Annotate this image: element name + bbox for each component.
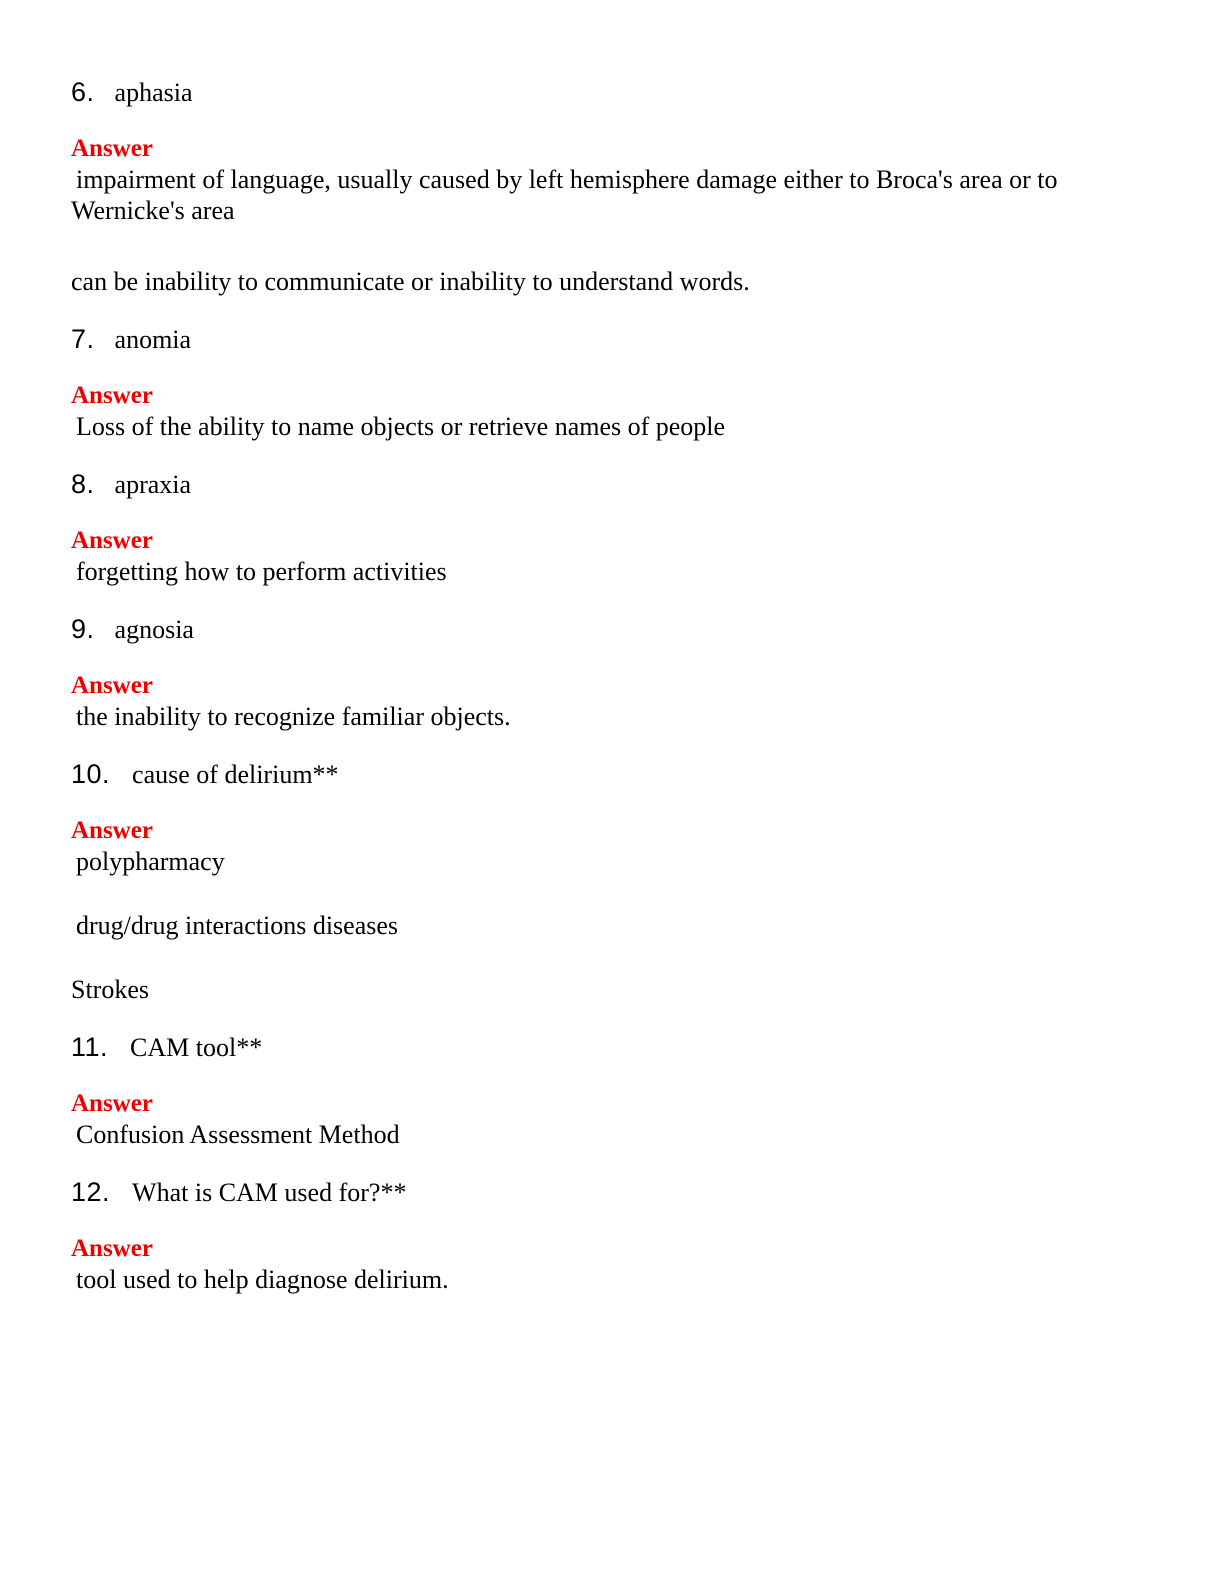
qa-item — [71, 70, 1151, 297]
answer-line: Loss of the ability to name objects or retrieve names of people — [76, 412, 726, 441]
question-term: cause of delirium** — [132, 760, 339, 789]
question-row — [71, 317, 1151, 361]
question-row — [71, 1025, 1151, 1069]
answer-label: Answer — [71, 1235, 153, 1262]
question-row — [71, 752, 1151, 796]
question-term: agnosia — [114, 615, 194, 644]
answer-line: the inability to recognize familiar objects. — [76, 702, 511, 731]
question-number: 6. — [71, 77, 95, 107]
answer-text — [71, 1119, 1151, 1150]
answer-line: Confusion Assessment Method — [76, 1120, 400, 1149]
answer-label: Answer — [71, 135, 153, 162]
answer-line: drug/drug interactions diseases — [76, 911, 399, 940]
answer-label: Answer — [71, 817, 153, 844]
answer-line: impairment of language, usually caused by left hemisphere damage either to Broca's area or to — [76, 165, 1058, 194]
question-term: aphasia — [114, 78, 193, 107]
qa-item — [71, 462, 1151, 587]
question-term: anomia — [114, 325, 192, 354]
qa-item — [71, 1025, 1151, 1150]
answer-line: tool used to help diagnose delirium. — [76, 1265, 449, 1294]
question-term: CAM tool** — [130, 1033, 263, 1062]
question-number: 7. — [71, 324, 95, 354]
answer-line: Wernicke's area — [71, 196, 235, 225]
qa-item — [71, 752, 1151, 1005]
answer-label: Answer — [71, 527, 153, 554]
question-number: 8. — [71, 469, 95, 499]
answer-line: Strokes — [71, 975, 149, 1004]
answer-text — [71, 164, 1151, 297]
answer-label: Answer — [71, 382, 153, 409]
answer-label: Answer — [71, 1090, 153, 1117]
answer-label: Answer — [71, 672, 153, 699]
flashcard-list — [71, 70, 1151, 1315]
question-number: 12. — [71, 1177, 111, 1207]
question-term: What is CAM used for?** — [132, 1178, 407, 1207]
question-row — [71, 70, 1151, 114]
answer-text — [71, 1264, 1151, 1295]
question-number: 11. — [71, 1032, 109, 1062]
question-row — [71, 462, 1151, 506]
answer-line: forgetting how to perform activities — [76, 557, 447, 586]
answer-line: can be inability to communicate or inability to understand words. — [71, 267, 750, 296]
answer-text — [71, 411, 1151, 442]
answer-text — [71, 556, 1151, 587]
qa-item — [71, 607, 1151, 732]
answer-text — [71, 701, 1151, 732]
question-number: 10. — [71, 759, 111, 789]
question-term: apraxia — [114, 470, 192, 499]
question-number: 9. — [71, 614, 95, 644]
question-row — [71, 607, 1151, 651]
answer-line: polypharmacy — [76, 847, 225, 876]
answer-text — [71, 846, 1151, 1005]
qa-item — [71, 317, 1151, 442]
qa-item — [71, 1170, 1151, 1295]
question-row — [71, 1170, 1151, 1214]
